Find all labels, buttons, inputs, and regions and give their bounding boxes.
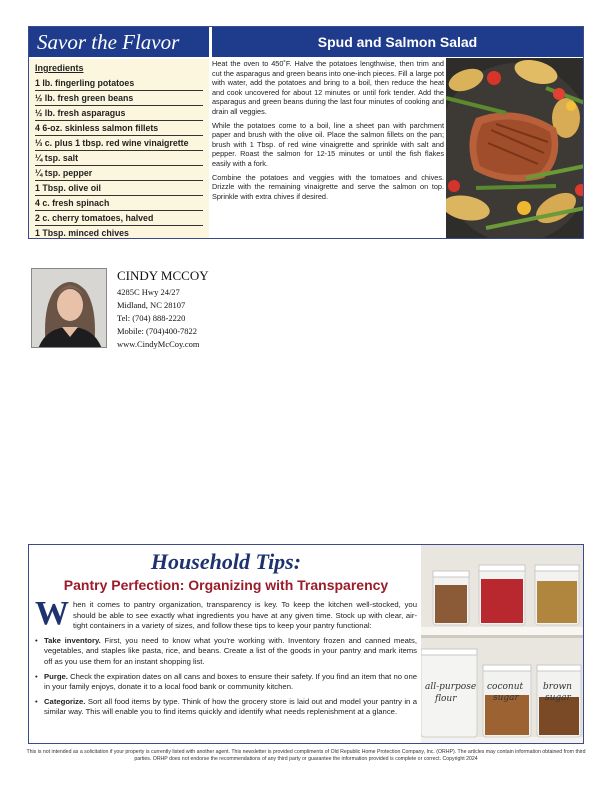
agent-website-link[interactable]: www.CindyMcCoy.com <box>117 339 200 349</box>
agent-telephone: Tel: (704) 888-2220 <box>117 313 186 323</box>
savor-the-flavor-title: Savor the Flavor <box>29 27 209 57</box>
recipe-section <box>28 26 584 239</box>
tip-label: Categorize. <box>44 696 86 706</box>
tips-intro <box>35 595 417 632</box>
dropcap-letter: W <box>35 595 69 632</box>
svg-text:sugar: sugar <box>545 693 571 703</box>
svg-text:brown: brown <box>543 682 572 692</box>
ingredient-item: 4 c. fresh spinach <box>35 196 203 211</box>
pantry-containers-photo <box>421 545 583 743</box>
tip-text: First, you need to know what you're working with. Inventory frozen and canned meats, vegetables, and staples like pasta, rice, and beans. Create a list of the goods in your pantry and mark items off as you use them for an instant shopping list. <box>44 635 417 666</box>
tips-text-column <box>35 549 417 722</box>
bullet-icon: • <box>35 696 38 706</box>
ingredient-item: 1 Tbsp. minced chives <box>35 227 129 238</box>
agent-mobile: Mobile: (704)400-7822 <box>117 326 198 336</box>
ingredients-panel <box>29 59 209 238</box>
tip-label: Purge. <box>44 671 68 681</box>
household-tips-section <box>28 544 584 744</box>
ingredients-heading: Ingredients <box>35 63 84 73</box>
ingredient-item: ½ lb. fresh green beans <box>35 91 203 106</box>
ingredient-item: ¼ tsp. salt <box>35 151 203 166</box>
recipe-directions <box>212 59 444 205</box>
agent-address-line1: 4285C Hwy 24/27 <box>117 287 180 297</box>
ingredient-item: 4 6-oz. skinless salmon fillets <box>35 121 203 136</box>
recipe-title: Spud and Salmon Salad <box>212 27 583 57</box>
agent-photo <box>31 268 107 348</box>
tips-intro-text: hen it comes to pantry organization, transparency is key. To keep the kitchen well-stocked, you should be able to see exactly what ingredients you have at any given time. Stock up with clear, air-tight containers in a variety of sizes, and follow these tips to keep your pantry functional: <box>73 600 417 631</box>
ingredient-item: 1 lb. fingerling potatoes <box>35 76 203 91</box>
ingredient-item: 1 Tbsp. olive oil <box>35 181 203 196</box>
tips-list <box>35 636 417 718</box>
ingredient-item: ¼ tsp. pepper <box>35 166 203 181</box>
svg-text:flour: flour <box>435 694 457 704</box>
tip-text: Sort all food items by type. Think of how the grocery store is laid out and model your pantry in a similar way. This will enable you to find items quickly and identify what needs replenishment at a glance. <box>44 696 417 717</box>
direction-paragraph: Combine the potatoes and veggies with the tomatoes and chives. Drizzle with the remaining vinaigrette and serve the salmon on top. Sprinkle with extra chives if desired. <box>212 172 444 201</box>
list-item <box>35 636 417 668</box>
salmon-salad-photo <box>446 58 583 238</box>
svg-text:sugar: sugar <box>493 693 519 703</box>
list-item <box>35 672 417 693</box>
ingredient-item: ½ lb. fresh asparagus <box>35 106 203 121</box>
household-tips-title: Household Tips: <box>150 549 302 574</box>
tip-text: Check the expiration dates on all cans and boxes to ensure their safety. If you find an item that no one in your family enjoys, donate it to a local food bank or community kitchen. <box>44 671 417 692</box>
footer-disclaimer: This is not intended as a solicitation if your property is currently listed with another agent. This newsletter is provided compliments of Old Republic Home Protection Company, Inc. (ORHP). The articles may contain information obtained from third parties. ORHP does not endorse the recommendations of any third party or guarantee the information provided is complete or correct. Copyright 2024 <box>26 749 586 762</box>
tips-article-title: Pantry Perfection: Organizing with Transparency <box>63 577 389 593</box>
svg-text:all-purpose: all-purpose <box>425 682 477 692</box>
agent-contact <box>31 268 351 350</box>
list-item <box>35 697 417 718</box>
tip-label: Take inventory. <box>44 635 101 645</box>
direction-paragraph: While the potatoes come to a boil, line a sheet pan with parchment paper and brush with the olive oil. Place the salmon fillets on the pan; brush with 1 Tbsp. of red wine vinaigrette and sprinkle with salt and pepper. Roast the salmon for 12-15 minutes or until the fish flakes easily with a fork. <box>212 120 444 168</box>
ingredient-item: ⅓ c. plus 1 tbsp. red wine vinaigrette <box>35 136 203 151</box>
direction-paragraph: Heat the oven to 450˚F. Halve the potatoes lengthwise, then trim and cut the asparagus and green beans into one-inch pieces. Fill a large pot with water, add the potatoes and bring to a boil, then reduce the heat and cook uncovered for about 12 minutes or until fork tender. Add the asparagus and green beans during the last four minutes of cooking and drain all veggies. <box>212 59 444 116</box>
agent-address-line2: Midland, NC 28107 <box>117 300 186 310</box>
bullet-icon: • <box>35 635 38 645</box>
agent-name: CINDY MCCOY <box>117 268 209 283</box>
svg-text:coconut: coconut <box>487 682 524 692</box>
ingredient-item: 2 c. cherry tomatoes, halved <box>35 211 203 226</box>
bullet-icon: • <box>35 671 38 681</box>
